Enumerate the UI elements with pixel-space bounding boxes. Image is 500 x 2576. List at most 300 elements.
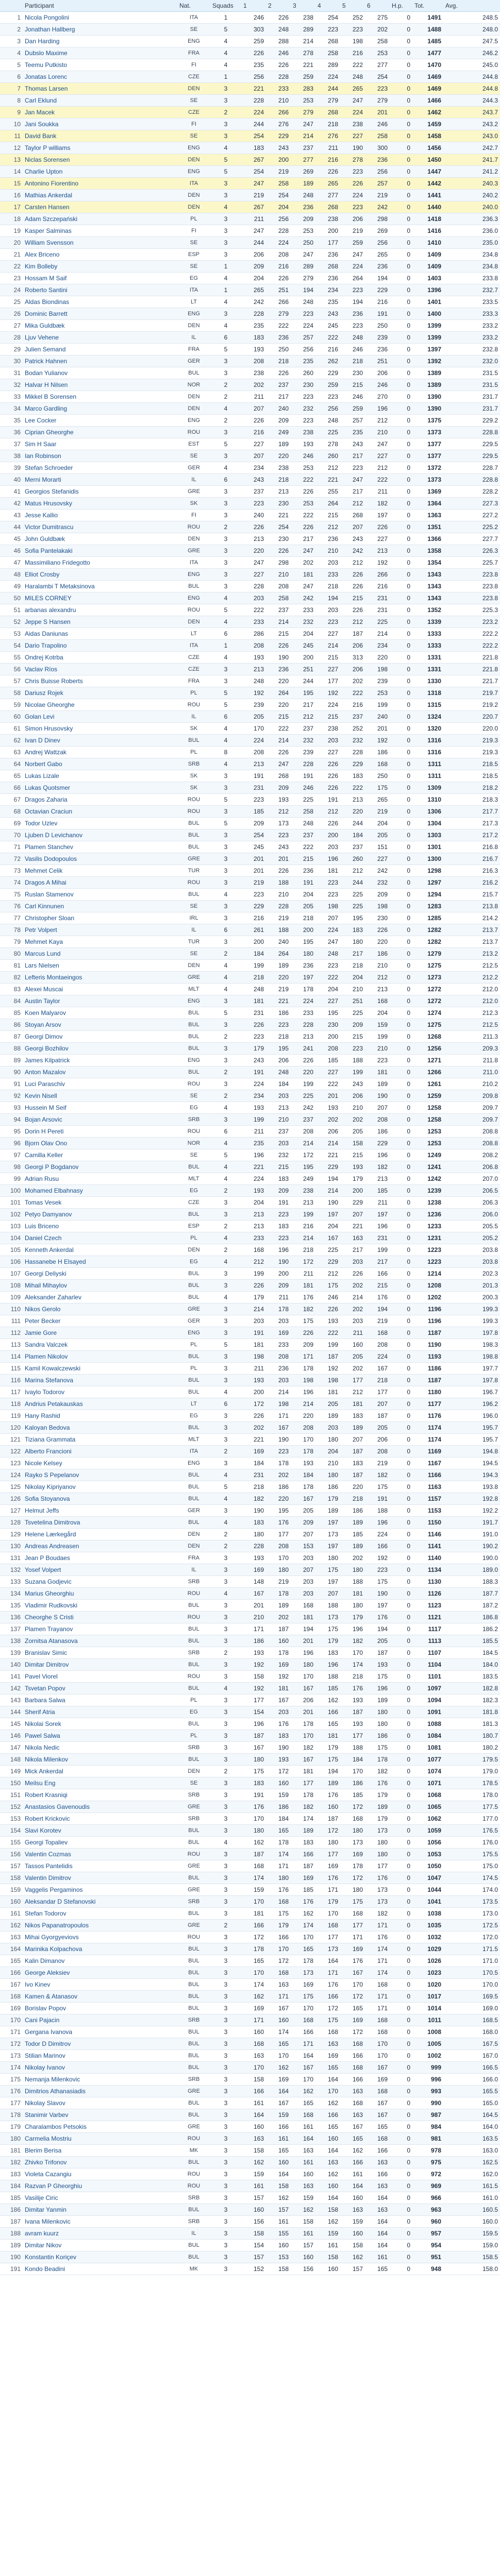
player-name-link[interactable]: Mick Ankerdal [23, 1766, 177, 1777]
total-score: 1331 [412, 664, 443, 675]
player-name-link[interactable]: Nicola Pongolini [23, 12, 177, 24]
game5-score: 166 [340, 2050, 365, 2062]
player-name-link[interactable]: Carl Kinnunen [23, 901, 177, 912]
player-name-link[interactable]: Haralambi T Metaksinova [23, 581, 177, 592]
player-name-link[interactable]: Norbert Gabo [23, 758, 177, 770]
player-name-link[interactable]: Hany Rashid [23, 1410, 177, 1422]
average-score: 233.2 [443, 320, 500, 332]
player-name-link[interactable]: Stanimir Varbev [23, 2109, 177, 2121]
nationality-cell: SK [177, 723, 210, 735]
rank-cell: 176 [0, 2086, 23, 2097]
player-name-link[interactable]: Kamen & Atanasov [23, 1991, 177, 2003]
player-name-link[interactable]: Robert Krasniqi [23, 1789, 177, 1801]
player-name-link[interactable]: Georgi Bozhilov [23, 1043, 177, 1055]
player-name-link[interactable]: Koen Malyarov [23, 1007, 177, 1019]
player-name-link[interactable]: Kalin Dimanov [23, 1955, 177, 1967]
player-name-link[interactable]: Ondrej Kotrba [23, 652, 177, 664]
player-name-link[interactable]: Sherif Atria [23, 1706, 177, 1718]
player-name-link[interactable]: Sandra Valczek [23, 1339, 177, 1351]
game6-score: 167 [365, 2097, 390, 2109]
player-name-link[interactable]: Chris Buisse Roberts [23, 675, 177, 687]
player-name-link[interactable]: Branislav Simic [23, 1647, 177, 1659]
player-name-link[interactable]: Luci Paraschiv [23, 1078, 177, 1090]
player-name-link[interactable]: Ivan D Dinev [23, 735, 177, 747]
player-name-link[interactable]: Aleksander Zaharlev [23, 1292, 177, 1303]
player-name-link[interactable]: Tomas Vesek [23, 1197, 177, 1209]
game5-score: 218 [340, 1493, 365, 1505]
player-name-link[interactable]: Sofia Stoyanova [23, 1493, 177, 1505]
rank-cell: 116 [0, 1375, 23, 1386]
player-name-link[interactable]: Dario Trapolino [23, 640, 177, 652]
game5-score: 176 [340, 1683, 365, 1694]
player-name-link[interactable]: Carmelia Mostriu [23, 2133, 177, 2145]
player-name-link[interactable]: Georgios Stefanidis [23, 486, 177, 498]
average-score: 168.0 [443, 2026, 500, 2038]
game2-score: 166 [266, 2121, 291, 2133]
player-name-link[interactable]: Tiziana Grammata [23, 1434, 177, 1446]
rank-cell: 98 [0, 1161, 23, 1173]
col-game4-header[interactable]: 4 [315, 0, 340, 12]
col-game1-header[interactable]: 1 [241, 0, 266, 12]
player-name-link[interactable]: Carsten Hansen [23, 201, 177, 213]
player-name-link[interactable]: Adrian Rusu [23, 1173, 177, 1185]
player-name-link[interactable]: Dragos A Mihai [23, 877, 177, 889]
total-score: 1333 [412, 628, 443, 640]
player-name-link[interactable]: Vaggelis Pergaminos [23, 1884, 177, 1896]
player-name-link[interactable]: Kenneth Ankerdal [23, 1244, 177, 1256]
player-name-link[interactable]: Georgi Dimov [23, 1031, 177, 1043]
player-name-link[interactable]: Blerim Berisa [23, 2145, 177, 2157]
player-name-link[interactable]: Nikola Nedic [23, 1742, 177, 1754]
player-name-link[interactable]: Antonino Fiorentino [23, 178, 177, 190]
squads-cell: 6 [210, 924, 241, 936]
player-name-link[interactable]: Octavian Craciun [23, 806, 177, 818]
game4-score: 167 [315, 1232, 340, 1244]
handicap-cell: 0 [390, 1612, 412, 1623]
player-name-link[interactable]: Lukas Quotsmer [23, 782, 177, 794]
player-name-link[interactable]: Pavel Viorel [23, 1671, 177, 1683]
player-name-link[interactable]: Dimitar Dimitrov [23, 1659, 177, 1671]
average-score: 242.7 [443, 142, 500, 154]
player-name-link[interactable]: Bodan Yulianov [23, 367, 177, 379]
player-name-link[interactable]: Valentin Dimitrov [23, 1872, 177, 1884]
player-name-link[interactable]: Mihail Mihaylov [23, 1280, 177, 1292]
player-name-link[interactable]: Dominic Barrett [23, 308, 177, 320]
player-name-link[interactable]: Nicole Kelsey [23, 1458, 177, 1469]
player-name-link[interactable]: Mohamed Elbahnasy [23, 1185, 177, 1197]
player-name-link[interactable]: Peter Becker [23, 1315, 177, 1327]
game3-score: 247 [291, 545, 315, 557]
player-name-link[interactable]: Nemanja Milenkovic [23, 2074, 177, 2086]
player-name-link[interactable]: Barbara Salwa [23, 1694, 177, 1706]
col-nat-header[interactable]: Nat. [177, 0, 210, 12]
player-name-link[interactable]: Elliot Crosby [23, 569, 177, 581]
game4-score: 224 [315, 699, 340, 711]
total-score: 1153 [412, 1505, 443, 1517]
game5-score: 243 [340, 438, 365, 450]
game2-score: 215 [266, 1161, 291, 1173]
player-name-link[interactable]: Dubslo Maxime [23, 47, 177, 59]
player-name-link[interactable]: Marcus Lund [23, 948, 177, 960]
player-name-link[interactable]: Massimiliano Fridegotto [23, 557, 177, 569]
player-name-link[interactable]: Jean P Boudaes [23, 1552, 177, 1564]
player-name-link[interactable]: Violeta Cazangiu [23, 2168, 177, 2180]
squads-cell: 3 [210, 770, 241, 782]
player-name-link[interactable]: Georgi Deliyski [23, 1268, 177, 1280]
total-score: 1123 [412, 1600, 443, 1612]
table-row [0, 889, 500, 901]
player-name-link[interactable]: Daniel Czech [23, 1232, 177, 1244]
player-name-link[interactable]: Charalambos Petsokis [23, 2121, 177, 2133]
player-name-link[interactable]: Pawel Salwa [23, 1730, 177, 1742]
player-name-link[interactable]: Yosef Volpert [23, 1564, 177, 1576]
player-name-link[interactable]: Christopher Sloan [23, 912, 177, 924]
player-name-link[interactable]: Lee Cocker [23, 415, 177, 427]
player-name-link[interactable]: Patrick Hahnen [23, 355, 177, 367]
player-name-link[interactable]: Zhivko Trifonov [23, 2157, 177, 2168]
player-name-link[interactable]: Plamen Stanchev [23, 841, 177, 853]
total-score: 975 [412, 2157, 443, 2168]
game4-score: 222 [315, 1078, 340, 1090]
col-participant-header[interactable]: Participant [23, 0, 177, 12]
player-name-link[interactable]: Ljuben D Levichanov [23, 829, 177, 841]
player-name-link[interactable]: Borislav Popov [23, 2003, 177, 2014]
total-score: 1282 [412, 936, 443, 948]
player-name-link[interactable]: Aldas Biondinas [23, 296, 177, 308]
table-row [0, 1991, 500, 2003]
player-name-link[interactable]: Mihai Gyorgyeviovs [23, 1931, 177, 1943]
player-name-link[interactable]: Tassos Pantelidis [23, 1860, 177, 1872]
player-name-link[interactable]: Vasilis Dodopoulos [23, 853, 177, 865]
player-name-link[interactable]: Cani Pajacin [23, 2014, 177, 2026]
player-name-link[interactable]: Ciprian Gheorghe [23, 427, 177, 438]
player-name-link[interactable]: Camilla Keller [23, 1149, 177, 1161]
game4-score: 216 [315, 154, 340, 166]
player-name-link[interactable]: Gergana Ivanova [23, 2026, 177, 2038]
game3-score: 213 [291, 1031, 315, 1043]
player-name-link[interactable]: Nikola Milenkov [23, 1754, 177, 1766]
table-row [0, 1540, 500, 1552]
squads-cell: 3 [210, 1043, 241, 1055]
col-game6-header[interactable]: 6 [365, 0, 390, 12]
player-name-link[interactable]: Helene Lærkegård [23, 1529, 177, 1540]
player-name-link[interactable]: Mathias Ankerdal [23, 190, 177, 201]
game1-score: 243 [241, 1055, 266, 1066]
rank-cell: 131 [0, 1552, 23, 1564]
player-name-link[interactable]: Mehmet Celik [23, 865, 177, 877]
total-score: 1084 [412, 1730, 443, 1742]
col-average-header[interactable]: Avg. [443, 0, 500, 12]
player-name-link[interactable]: Lars Nielsen [23, 960, 177, 972]
nationality-cell: SE [177, 1777, 210, 1789]
player-name-link[interactable]: avram kuurz [23, 2228, 177, 2240]
squads-cell: 6 [210, 332, 241, 344]
player-name-link[interactable]: Jeppe S Hansen [23, 616, 177, 628]
average-score: 243.7 [443, 107, 500, 118]
game4-score: 196 [315, 1659, 340, 1671]
rank-cell: 7 [0, 83, 23, 95]
rank-cell: 80 [0, 948, 23, 960]
player-name-link[interactable]: Cheorghe S Cristi [23, 1612, 177, 1623]
player-name-link[interactable]: Robert Krickovic [23, 1813, 177, 1825]
player-name-link[interactable]: Dariusz Rojek [23, 687, 177, 699]
player-name-link[interactable]: Dimitar Yanmin [23, 2204, 177, 2216]
game2-score: 218 [266, 355, 291, 367]
player-name-link[interactable]: Georgi P Bogdanov [23, 1161, 177, 1173]
player-name-link[interactable]: Slavi Korotev [23, 1825, 177, 1837]
player-name-link[interactable]: Dimitrios Athanasiadis [23, 2086, 177, 2097]
game1-score: 247 [241, 557, 266, 569]
player-name-link[interactable]: Austin Taylor [23, 995, 177, 1007]
player-name-link[interactable]: Dorin H Pereti [23, 1126, 177, 1138]
nationality-cell: BUL [177, 2003, 210, 2014]
total-score: 1017 [412, 1991, 443, 2003]
player-name-link[interactable]: Hossam M Saif [23, 273, 177, 284]
player-name-link[interactable]: Marco Gardling [23, 403, 177, 415]
player-name-link[interactable]: Jani Soukka [23, 118, 177, 130]
game4-score: 172 [315, 1825, 340, 1837]
player-name-link[interactable]: George Aleksiev [23, 1967, 177, 1979]
player-name-link[interactable]: Nikos Papanatropoulos [23, 1920, 177, 1931]
player-name-link[interactable]: Valentin Cozmas [23, 1849, 177, 1860]
player-name-link[interactable]: Hassanebe H Elsayed [23, 1256, 177, 1268]
table-row [0, 1552, 500, 1564]
average-score: 190.2 [443, 1540, 500, 1552]
player-name-link[interactable]: Dimitar Nikov [23, 2240, 177, 2251]
player-name-link[interactable]: Kim Bolleby [23, 261, 177, 273]
player-name-link[interactable]: Jan Macek [23, 107, 177, 118]
player-name-link[interactable]: Bojan Arsovic [23, 1114, 177, 1126]
player-name-link[interactable]: Sim H Saar [23, 438, 177, 450]
player-name-link[interactable]: Matus Hrusovsky [23, 498, 177, 510]
total-score: 1258 [412, 1102, 443, 1114]
nationality-cell: MK [177, 2263, 210, 2275]
player-name-link[interactable]: Kondo Beadini [23, 2263, 177, 2275]
player-name-link[interactable]: Jamie Gore [23, 1327, 177, 1339]
player-name-link[interactable]: Georgi Topaliev [23, 1837, 177, 1849]
player-name-link[interactable]: Dragos Zaharia [23, 794, 177, 806]
game4-score: 227 [315, 995, 340, 1007]
game5-score: 236 [340, 308, 365, 320]
game3-score: 277 [291, 154, 315, 166]
player-name-link[interactable]: Razvan P Gheorghiu [23, 2180, 177, 2192]
player-name-link[interactable]: Stilian Marinov [23, 2050, 177, 2062]
player-name-link[interactable]: Kasper Salminas [23, 225, 177, 237]
nationality-cell: SE [177, 130, 210, 142]
player-name-link[interactable]: Alexei Muscai [23, 984, 177, 995]
player-name-link[interactable]: Marina Stefanova [23, 1375, 177, 1386]
player-name-link[interactable]: Kaloyan Bedova [23, 1422, 177, 1434]
game4-score: 222 [315, 332, 340, 344]
game2-score: 256 [266, 213, 291, 225]
game3-score: 159 [291, 2192, 315, 2204]
player-name-link[interactable]: Rayko S Pepelanov [23, 1469, 177, 1481]
player-name-link[interactable]: Todor D Dimitrov [23, 2038, 177, 2050]
nationality-cell: ENG [177, 415, 210, 427]
player-name-link[interactable]: Ruslan Stamenov [23, 889, 177, 901]
squads-cell: 5 [210, 794, 241, 806]
game6-score: 239 [365, 332, 390, 344]
player-name-link[interactable]: Simon Hrusovsky [23, 723, 177, 735]
player-name-link[interactable]: Teemu Putkisto [23, 59, 177, 71]
game3-score: 237 [291, 142, 315, 154]
player-name-link[interactable]: Taylor P williams [23, 142, 177, 154]
player-name-link[interactable]: Petr Volpert [23, 924, 177, 936]
player-name-link[interactable]: Todor Uzlev [23, 818, 177, 829]
game2-score: 226 [266, 12, 291, 24]
player-name-link[interactable]: Ivo Kinev [23, 1979, 177, 1991]
player-name-link[interactable]: Thomas Larsen [23, 83, 177, 95]
handicap-cell: 0 [390, 1718, 412, 1730]
player-name-link[interactable]: Anastasios Gavenoudis [23, 1801, 177, 1813]
player-name-link[interactable]: Victor Dumitrascu [23, 521, 177, 533]
player-name-link[interactable]: Nikos Gerolo [23, 1303, 177, 1315]
col-squads-header[interactable]: Squads [210, 0, 241, 12]
handicap-cell: 0 [390, 2133, 412, 2145]
game4-score: 205 [315, 1398, 340, 1410]
player-name-link[interactable]: Tsvetan Popov [23, 1683, 177, 1694]
player-name-link[interactable]: Lukas Lizale [23, 770, 177, 782]
game3-score: 161 [291, 2121, 315, 2133]
game3-score: 182 [291, 1742, 315, 1754]
player-name-link[interactable]: Charlie Upton [23, 166, 177, 178]
player-name-link[interactable]: John Guldbæk [23, 533, 177, 545]
player-name-link[interactable]: Plamen Nikolov [23, 1351, 177, 1363]
col-game5-header[interactable]: 5 [340, 0, 365, 12]
player-name-link[interactable]: Nicolae Gheorghe [23, 699, 177, 711]
player-name-link[interactable]: James Kilpatrick [23, 1055, 177, 1066]
rank-cell: 38 [0, 450, 23, 462]
player-name-link[interactable]: Niclas Sorensen [23, 154, 177, 166]
player-name-link[interactable]: Ian Robinson [23, 450, 177, 462]
player-name-link[interactable]: Meilsu Eng [23, 1777, 177, 1789]
player-name-link[interactable]: Konstantin Koriçev [23, 2251, 177, 2263]
player-name-link[interactable]: Roberto Santini [23, 284, 177, 296]
game2-score: 180 [266, 1564, 291, 1576]
player-name-link[interactable]: Vladimir Rudkovski [23, 1600, 177, 1612]
game4-score: 187 [315, 1813, 340, 1825]
average-score: 159.0 [443, 2240, 500, 2251]
player-name-link[interactable]: Dan Harding [23, 36, 177, 47]
game5-score: 227 [340, 130, 365, 142]
col-total-header[interactable]: Tot. [412, 0, 443, 12]
player-name-link[interactable]: Nikolai Sorek [23, 1718, 177, 1730]
game1-score: 157 [241, 2251, 266, 2263]
player-name-link[interactable]: Bjorn Olav Ono [23, 1138, 177, 1149]
col-game3-header[interactable]: 3 [291, 0, 315, 12]
game2-score: 190 [266, 1434, 291, 1446]
rank-cell: 123 [0, 1458, 23, 1469]
player-name-link[interactable]: Tsvetelina Dimitrova [23, 1517, 177, 1529]
player-name-link[interactable]: Alberto Francioni [23, 1446, 177, 1458]
player-name-link[interactable]: Petyo Damyanov [23, 1209, 177, 1221]
col-hp-header[interactable]: H.p. [390, 0, 412, 12]
player-name-link[interactable]: Marinika Kolpachova [23, 1943, 177, 1955]
table-row [0, 1375, 500, 1386]
player-name-link[interactable]: Sofia Pantelakaki [23, 545, 177, 557]
game5-score: 212 [340, 498, 365, 510]
player-name-link[interactable]: Stefan Todorov [23, 1908, 177, 1920]
player-name-link[interactable]: Lefteris Montaeingos [23, 972, 177, 984]
player-name-link[interactable]: Plamen Trayanov [23, 1623, 177, 1635]
player-name-link[interactable]: Merni Morarti [23, 474, 177, 486]
player-name-link[interactable]: Golan Levi [23, 711, 177, 723]
player-name-link[interactable]: Marius Gheorghiu [23, 1588, 177, 1600]
nationality-cell: ROU [177, 1126, 210, 1138]
player-name-link[interactable]: Halvar H Nilsen [23, 379, 177, 391]
player-name-link[interactable]: Anton Mazalov [23, 1066, 177, 1078]
player-name-link[interactable]: Ivaylo Todorov [23, 1386, 177, 1398]
player-name-link[interactable]: Jonathan Hallberg [23, 24, 177, 36]
player-name-link[interactable]: Andrius Petakauskas [23, 1398, 177, 1410]
game2-score: 169 [266, 1659, 291, 1671]
game2-score: 173 [266, 818, 291, 829]
player-name-link[interactable]: Julien Semand [23, 344, 177, 355]
player-name-link[interactable]: Helmut Jeffs [23, 1505, 177, 1517]
player-name-link[interactable]: Zornitsa Atanasova [23, 1635, 177, 1647]
nationality-cell: BUL [177, 1007, 210, 1019]
average-score: 209.7 [443, 1102, 500, 1114]
player-name-link[interactable]: Jonatas Lorenc [23, 71, 177, 83]
player-name-link[interactable]: David Bank [23, 130, 177, 142]
game1-score: 208 [241, 747, 266, 758]
player-name-link[interactable]: Andrej Wattzak [23, 747, 177, 758]
player-name-link[interactable]: Carl Eklund [23, 95, 177, 107]
game3-score: 279 [291, 273, 315, 284]
player-name-link[interactable]: Nikolay Ivanov [23, 2062, 177, 2074]
player-name-link[interactable]: arbanas alexandru [23, 604, 177, 616]
player-name-link[interactable]: Adam Szczepański [23, 213, 177, 225]
player-name-link[interactable]: Hussein M Seif [23, 1102, 177, 1114]
player-name-link[interactable]: Vasilije Ciric [23, 2192, 177, 2204]
player-name-link[interactable]: Mika Guldbæk [23, 320, 177, 332]
handicap-cell: 0 [390, 984, 412, 995]
player-name-link[interactable]: Vaclav Ríos [23, 664, 177, 675]
player-name-link[interactable]: Nikolay Slavov [23, 2097, 177, 2109]
player-name-link[interactable]: Stoyan Arsov [23, 1019, 177, 1031]
player-name-link[interactable]: Suzana Godjevic [23, 1576, 177, 1588]
player-name-link[interactable]: Jesse Kallio [23, 510, 177, 521]
player-name-link[interactable]: Luis Briceno [23, 1221, 177, 1232]
col-game2-header[interactable]: 2 [266, 0, 291, 12]
game2-score: 161 [266, 2133, 291, 2145]
player-name-link[interactable]: Nikolay Kipriyanov [23, 1481, 177, 1493]
player-name-link[interactable]: Kamil Kowalczewski [23, 1363, 177, 1375]
player-name-link[interactable]: Ljuv Vehene [23, 332, 177, 344]
game2-score: 190 [266, 1742, 291, 1754]
game6-score: 230 [365, 912, 390, 924]
game3-score: 181 [291, 1280, 315, 1292]
player-name-link[interactable]: Andreas Andreasen [23, 1540, 177, 1552]
total-score: 1462 [412, 107, 443, 118]
game3-score: 289 [291, 24, 315, 36]
rank-cell: 77 [0, 912, 23, 924]
player-name-link[interactable]: Aidas Daniunas [23, 628, 177, 640]
average-score: 216.3 [443, 865, 500, 877]
player-name-link[interactable]: Ivana Milenkovic [23, 2216, 177, 2228]
player-name-link[interactable]: William Svensson [23, 237, 177, 249]
player-name-link[interactable]: Alex Briceno [23, 249, 177, 261]
player-name-link[interactable]: Aleksandar D Stefanovski [23, 1896, 177, 1908]
player-name-link[interactable]: Mikkel B Sorensen [23, 391, 177, 403]
game5-score: 168 [340, 2062, 365, 2074]
player-name-link[interactable]: Mehmet Kaya [23, 936, 177, 948]
player-name-link[interactable]: Kevin Nisell [23, 1090, 177, 1102]
player-name-link[interactable]: MILES CORNEY [23, 592, 177, 604]
handicap-cell: 0 [390, 711, 412, 723]
player-name-link[interactable]: Stefan Schroeder [23, 462, 177, 474]
game2-score: 230 [266, 498, 291, 510]
